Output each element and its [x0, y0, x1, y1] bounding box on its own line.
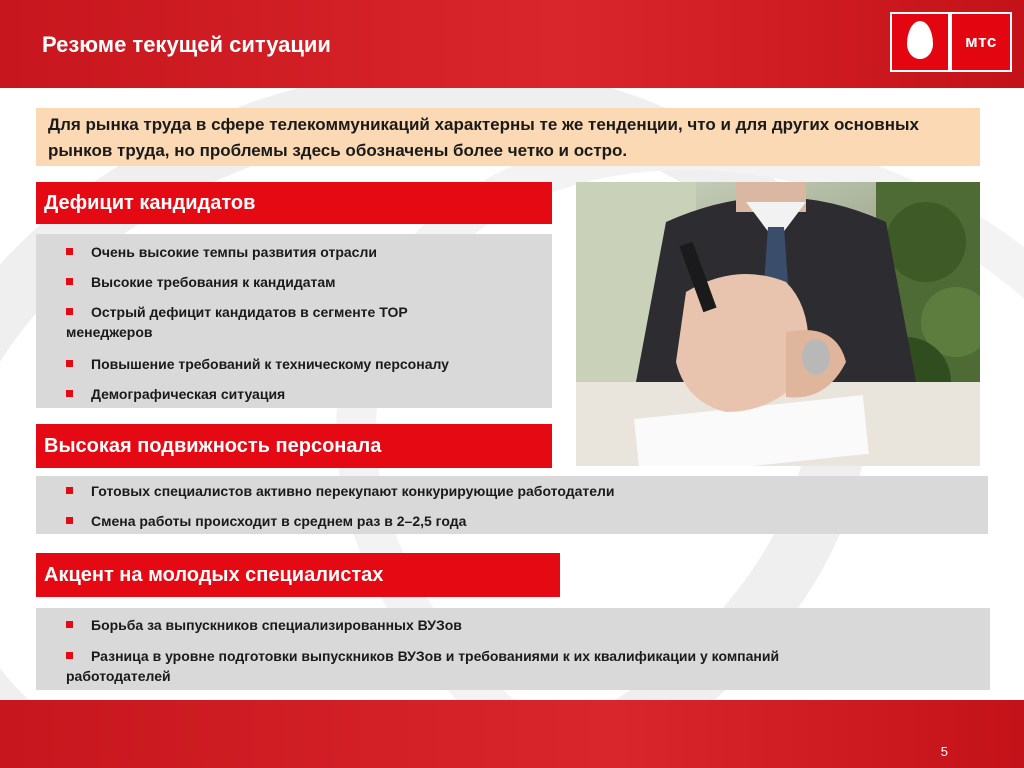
bullet-icon [66, 248, 73, 255]
bullet-icon [66, 390, 73, 397]
list-item-continuation: работодателей [66, 668, 171, 684]
list-item-continuation: менеджеров [66, 324, 153, 340]
bullet-icon [66, 652, 73, 659]
list-item: Высокие требования к кандидатам [66, 272, 336, 292]
list-item: Очень высокие темпы развития отрасли [66, 242, 377, 262]
intro-statement: Для рынка труда в сфере телекоммуникаций характерны те же тенденции, что и для других основных рынков труда, но проблемы здесь обозначены более четко и остро. [36, 108, 980, 166]
list-item: Готовых специалистов активно перекупают конкурирующие работодатели [66, 481, 615, 501]
slide-header [0, 0, 1024, 88]
bullet-icon [66, 278, 73, 285]
section-heading-mobility: Высокая подвижность персонала [36, 424, 552, 468]
list-item: Борьба за выпускников специализированных ВУЗов [66, 615, 462, 635]
bullet-icon [66, 487, 73, 494]
businessman-photo [576, 182, 980, 466]
slide-title: Резюме текущей ситуации [42, 32, 331, 57]
section-heading-deficit: Дефицит кандидатов [36, 182, 552, 224]
bullet-icon [66, 308, 73, 315]
bullet-icon [66, 621, 73, 628]
bullet-panel-young-specialists [36, 608, 990, 690]
list-item: Повышение требований к техническому персоналу [66, 354, 449, 374]
logo-text: мтс [952, 14, 1010, 70]
page-number: 5 [940, 744, 948, 759]
section-heading-young-specialists: Акцент на молодых специалистах [36, 553, 560, 597]
list-item: Демографическая ситуация [66, 384, 285, 404]
list-item: Острый дефицит кандидатов в сегменте TOP [66, 302, 408, 322]
bullet-icon [66, 360, 73, 367]
list-item: Смена работы происходит в среднем раз в 2–2,5 года [66, 511, 466, 531]
bullet-icon [66, 517, 73, 524]
slide-footer [0, 700, 1024, 768]
mts-logo [890, 12, 1012, 72]
businessman-illustration [576, 182, 980, 466]
list-item: Разница в уровне подготовки выпускников ВУЗов и требованиями к их квалификации у компаний [66, 646, 779, 666]
logo-egg-icon [892, 14, 948, 70]
bullet-panel-deficit [36, 234, 552, 408]
bullet-panel-mobility [36, 476, 988, 534]
